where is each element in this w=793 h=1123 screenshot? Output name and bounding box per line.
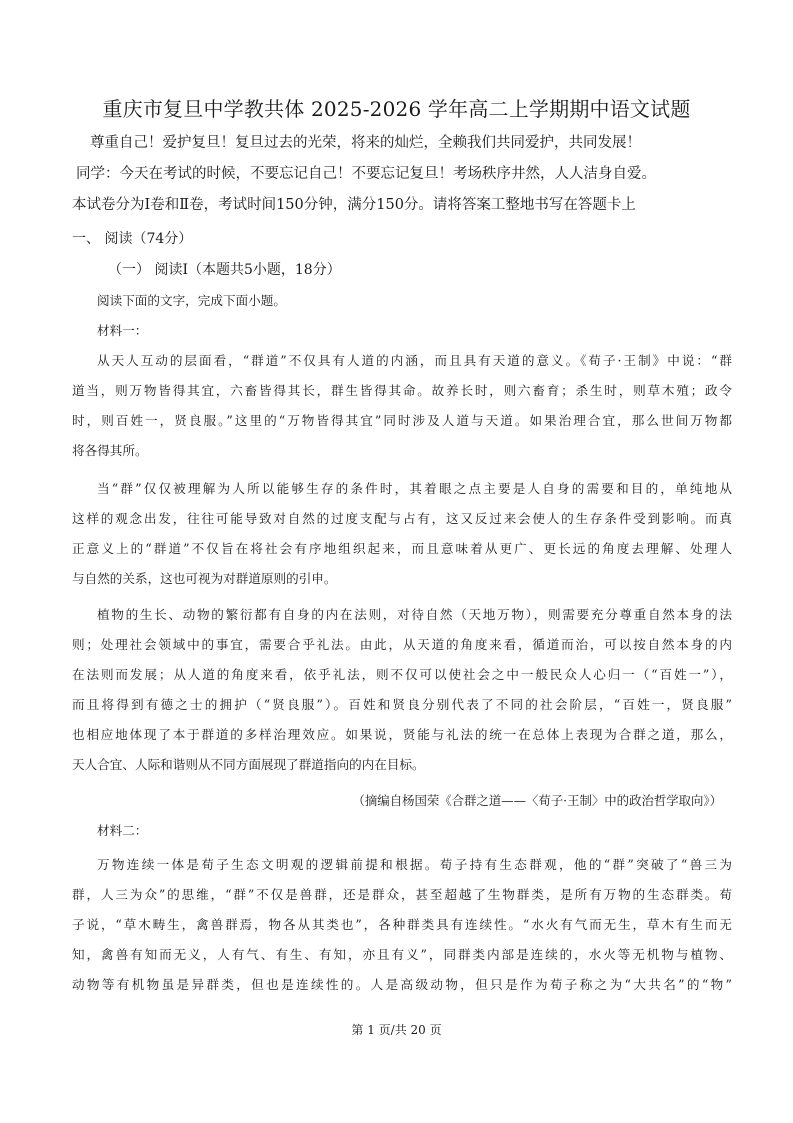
paragraph-1 [72,346,732,466]
paragraph-line: 在法则而发展；从人道的角度来看，依乎礼法，则不仅可以使社会之中一般民众人心归一（“百姓一”）， [72,667,732,682]
exam-title: 重庆市复旦中学教共体 2025-2026 学年高二上学期期中语文试题 [102,97,691,121]
paragraph-3 [72,600,732,780]
exam-notice-line: 同学：今天在考试的时候，不要忘记自己！不要忘记复旦！考场秩序井然，人人洁身自爱。 [76,166,656,182]
paragraph-line: 正意义上的“群道”不仅旨在将社会有序地组织起来，而且意味着从更广、更长远的角度去理解、处理人 [72,541,732,556]
paragraph-4 [72,850,732,1000]
paragraph-line: 则；处理社会领域中的事宜，需要合乎礼法。由此，从天道的角度来看，循道而治，可以按自然本身的内 [72,637,732,652]
paragraph-line: 与自然的关系，这也可视为对群道原则的引申。 [72,571,337,586]
exam-instructions-line: 本试卷分为Ⅰ卷和Ⅱ卷，考试时间150分钟，满分150分。请将答案工整地书写在答题卡上 [72,197,636,213]
paragraph-line: 时，则百姓一，贤良服。”这里的“万物皆得其宜”同时涉及人道与天道。如果治理合宜，那么世间万物都 [72,413,732,428]
subsection-heading: （一） 阅读Ⅰ（本题共5小题，18分） [108,262,341,278]
paragraph-line: 从天人互动的层面看，“群道”不仅具有人道的内涵，而且具有天道的意义。《荀子·王制》中说：“群 [97,353,732,368]
paragraph-line: 这样的观念出发，往往可能导致对自然的过度支配与占有，这又反过来会使人的生存条件受到影响。而真 [72,511,732,526]
instruction-text: 阅读下面的文字，完成下面小题。 [97,293,286,308]
material-two-block [72,816,732,846]
material-two-label: 材料二： [97,823,148,838]
paragraph-line: 将各得其所。 [72,443,148,458]
paragraph-line: 群，人三为众”的思维，“群”不仅是兽群，还是群众，甚至超越了生物群类，是所有万物的生态群类。荀 [72,887,732,902]
paragraph-line: 子说，“草木畴生，禽兽群焉，物各从其类也”，各种群类具有连续性。“水火有气而无生，草木有生而无 [72,917,732,932]
page-number: 第 1 页/共 20 页 [351,1023,442,1037]
paragraph-line: 也相应地体现了本于群道的多样治理效应。如果说，贤能与礼法的统一在总体上表现为合群之道，那么， [72,727,732,742]
paragraph-line: 而且将得到有德之士的拥护（“贤良服”）。百姓和贤良分别代表了不同的社会阶层，“百姓一，贤良服” [72,697,732,712]
source-citation: （摘编自杨国荣《合群之道——〈荀子·王制〉中的政治哲学取向》） [352,793,722,808]
motto-line: 尊重自己！爱护复旦！复旦过去的光荣，将来的灿烂，全赖我们共同爱护，共同发展！ [90,135,641,151]
paragraph-line: 天人合宜、人际和谐则从不同方面展现了群道指向的内在目标。 [72,757,425,772]
paragraph-line: 植物的生长、动物的繁衍都有自身的内在法则，对待自然（天地万物），则需要充分尊重自然本身的法 [97,607,732,622]
material-one-label: 材料一： [97,323,148,338]
paragraph-line: 动物等有机物虽是异群类，但也是连续性的。人是高级动物，但只是作为荀子称之为“大共名”的“物” [72,977,732,992]
section-heading: 一、 阅读（74分） [72,231,193,247]
paragraph-line: 道当，则万物皆得其宜，六畜皆得其长，群生皆得其命。故养长时，则六畜育；杀生时，则草木殖；政令 [72,383,732,398]
paragraph-line: 万物连续一体是荀子生态文明观的逻辑前提和根据。荀子持有生态群观，他的“群”突破了“兽三为 [97,857,732,872]
paragraph-line: 当“群”仅仅被理解为人所以能够生存的条件时，其着眼之点主要是人自身的需要和目的，单纯地从 [97,481,732,496]
paragraph-line: 知，禽兽有知而无义，人有气、有生、有知，亦且有义”，同群类内部是连续的，水火等无机物与植物、 [72,947,732,962]
paragraph-2 [72,474,732,594]
instruction-block [72,286,732,346]
